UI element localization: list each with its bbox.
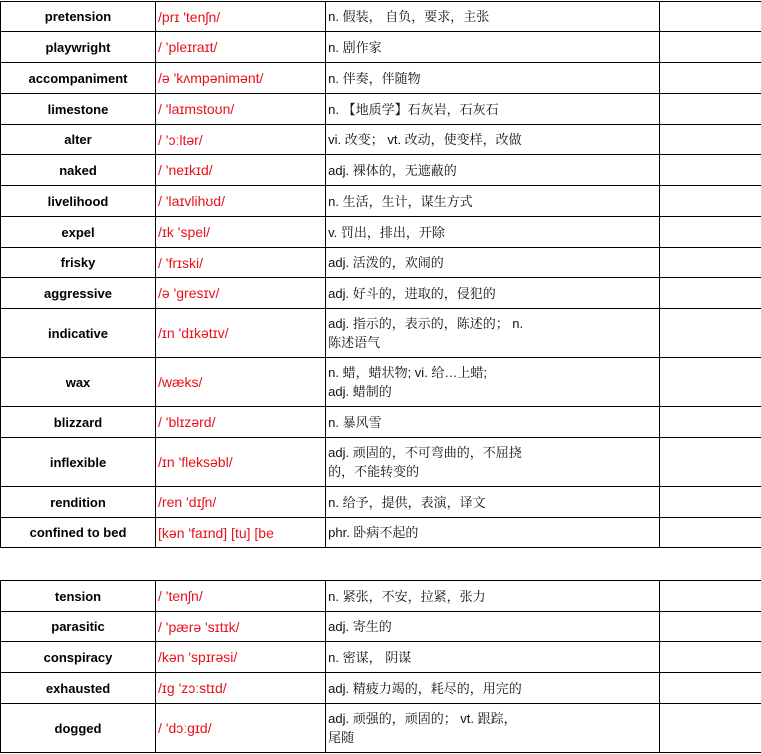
blank-cell (660, 155, 761, 186)
table-row (1, 63, 761, 94)
phonetic-cell: /ə 'gresɪv/ (156, 278, 326, 309)
blank-cell (660, 217, 761, 248)
definition-cell: n. 紧张，不安，拉紧，张力 (326, 581, 660, 612)
table-row (1, 581, 761, 612)
blank-cell (660, 438, 761, 487)
word-cell: naked (1, 155, 156, 186)
table-row (1, 438, 761, 487)
phonetic-cell: /ə 'kʌmpənimənt/ (156, 63, 326, 94)
blank-cell (660, 309, 761, 358)
phonetic-cell: / 'neɪkɪd/ (156, 155, 326, 186)
phonetic-cell: /kən 'spɪrəsi/ (156, 642, 326, 673)
definition-cell: n. 【地质学】石灰岩，石灰石 (326, 94, 660, 125)
word-cell: dogged (1, 704, 156, 753)
phonetic-cell: / 'ɔːltər/ (156, 125, 326, 155)
blank-cell (660, 278, 761, 309)
word-cell: rendition (1, 487, 156, 518)
definition-cell: adj. 顽固的，不可弯曲的，不屈挠 的，不能转变的 (326, 438, 660, 487)
definition-cell: n. 假装， 自负，要求，主张 (326, 2, 660, 32)
definition-cell: vi. 改变； vt. 改动，使变样，改做 (326, 125, 660, 155)
definition-cell: adj. 精疲力竭的，耗尽的，用完的 (326, 673, 660, 704)
word-cell: frisky (1, 248, 156, 278)
table-row (1, 612, 761, 642)
phonetic-cell: / 'pleɪraɪt/ (156, 32, 326, 63)
word-cell: exhausted (1, 673, 156, 704)
blank-cell (660, 673, 761, 704)
table-row (1, 186, 761, 217)
word-cell: confined to bed (1, 518, 156, 548)
phonetic-cell: / 'tenʃn/ (156, 581, 326, 612)
phonetic-cell: / 'blɪzərd/ (156, 407, 326, 438)
blank-cell (660, 581, 761, 612)
blank-cell (660, 94, 761, 125)
word-cell: limestone (1, 94, 156, 125)
word-cell: pretension (1, 2, 156, 32)
vocab-table-2 (0, 580, 761, 753)
table-row (1, 32, 761, 63)
word-cell: tension (1, 581, 156, 612)
blank-cell (660, 2, 761, 32)
table-row (1, 2, 761, 32)
table-row (1, 704, 761, 753)
definition-cell: n. 给予，提供，表演，译文 (326, 487, 660, 518)
blank-cell (660, 358, 761, 407)
word-cell: alter (1, 125, 156, 155)
definition-cell: n. 密谋， 阴谋 (326, 642, 660, 673)
phonetic-cell: /prɪ 'tenʃn/ (156, 2, 326, 32)
blank-cell (660, 32, 761, 63)
word-cell: indicative (1, 309, 156, 358)
word-cell: playwright (1, 32, 156, 63)
table-row (1, 407, 761, 438)
blank-cell (660, 487, 761, 518)
table-row (1, 673, 761, 704)
word-cell: conspiracy (1, 642, 156, 673)
table-row (1, 155, 761, 186)
word-cell: aggressive (1, 278, 156, 309)
phonetic-cell: / 'dɔːgɪd/ (156, 704, 326, 753)
definition-cell: adj. 裸体的，无遮蔽的 (326, 155, 660, 186)
phonetic-cell: /ɪg 'zɔːstɪd/ (156, 673, 326, 704)
table-row (1, 487, 761, 518)
table-row (1, 125, 761, 155)
definition-cell: v. 罚出，排出，开除 (326, 217, 660, 248)
table-row (1, 518, 761, 548)
phonetic-cell: /ren 'dɪʃn/ (156, 487, 326, 518)
table-row (1, 248, 761, 278)
blank-cell (660, 642, 761, 673)
blank-cell (660, 407, 761, 438)
blank-cell (660, 63, 761, 94)
definition-cell: n. 生活，生计，谋生方式 (326, 186, 660, 217)
phonetic-cell: / 'pærə 'sɪtɪk/ (156, 612, 326, 642)
definition-cell: adj. 指示的，表示的，陈述的； n. 陈述语气 (326, 309, 660, 358)
definition-cell: adj. 顽强的，顽固的； vt. 跟踪， 尾随 (326, 704, 660, 753)
table-row (1, 217, 761, 248)
blank-cell (660, 612, 761, 642)
phonetic-cell: [kən 'faɪnd] [tu] [be (156, 518, 326, 548)
blank-cell (660, 248, 761, 278)
phonetic-cell: / 'frɪski/ (156, 248, 326, 278)
definition-cell: adj. 好斗的，进取的，侵犯的 (326, 278, 660, 309)
phonetic-cell: /ɪk 'spel/ (156, 217, 326, 248)
word-cell: livelihood (1, 186, 156, 217)
definition-cell: adj. 活泼的，欢闹的 (326, 248, 660, 278)
phonetic-cell: /ɪn 'fleksəbl/ (156, 438, 326, 487)
table-row (1, 94, 761, 125)
phonetic-cell: / 'laɪvlihʊd/ (156, 186, 326, 217)
blank-cell (660, 704, 761, 753)
definition-cell: n. 伴奏，伴随物 (326, 63, 660, 94)
phonetic-cell: / 'laɪmstoʊn/ (156, 94, 326, 125)
table-row (1, 358, 761, 407)
phonetic-cell: /wæks/ (156, 358, 326, 407)
table-row (1, 309, 761, 358)
definition-cell: adj. 寄生的 (326, 612, 660, 642)
phonetic-cell: /ɪn 'dɪkətɪv/ (156, 309, 326, 358)
word-cell: accompaniment (1, 63, 156, 94)
word-cell: inflexible (1, 438, 156, 487)
word-cell: wax (1, 358, 156, 407)
table-row (1, 278, 761, 309)
table-row (1, 642, 761, 673)
blank-cell (660, 186, 761, 217)
definition-cell: phr. 卧病不起的 (326, 518, 660, 548)
word-cell: blizzard (1, 407, 156, 438)
word-cell: parasitic (1, 612, 156, 642)
blank-cell (660, 518, 761, 548)
definition-cell: n. 蜡，蜡状物; vi. 给…上蜡; adj. 蜡制的 (326, 358, 660, 407)
blank-cell (660, 125, 761, 155)
word-cell: expel (1, 217, 156, 248)
definition-cell: n. 暴风雪 (326, 407, 660, 438)
vocab-table-1 (0, 1, 761, 548)
definition-cell: n. 剧作家 (326, 32, 660, 63)
